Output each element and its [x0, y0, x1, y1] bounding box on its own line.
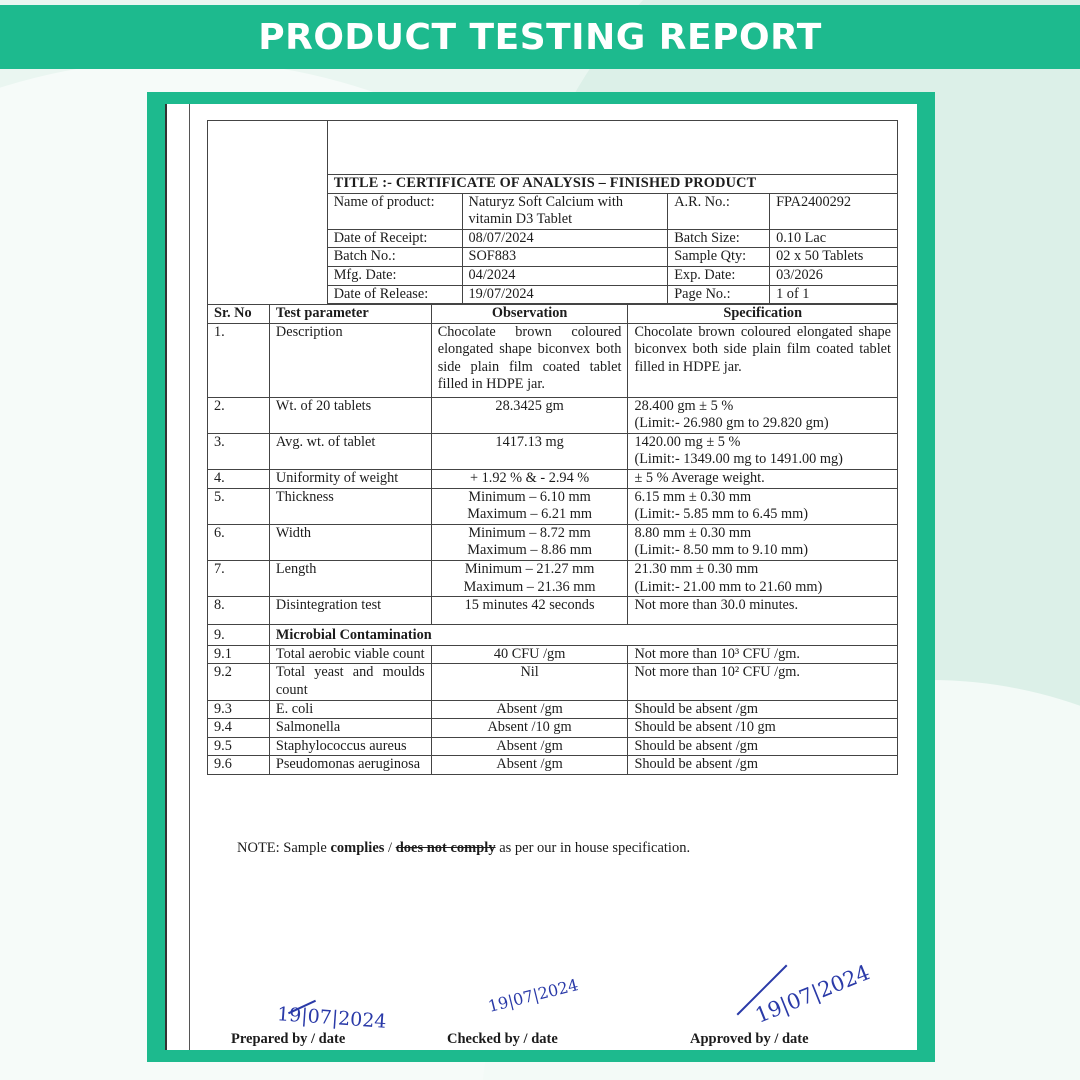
observation: Absent /gm: [431, 737, 628, 756]
header-label: Exp. Date:: [668, 266, 770, 285]
specification: [628, 488, 898, 524]
test-parameter: Staphylococcus aureus: [269, 737, 431, 756]
note-prefix: NOTE: Sample: [237, 840, 331, 856]
specification: Should be absent /gm: [628, 737, 898, 756]
header-value: 19/07/2024: [462, 285, 668, 304]
header-value: 1 of 1: [770, 285, 898, 304]
obs-max: Maximum – 21.36 mm: [463, 578, 596, 595]
banner-title: PRODUCT TESTING REPORT: [258, 16, 822, 58]
prepared-by-label: Prepared by / date: [231, 1031, 346, 1047]
test-parameter: Length: [269, 560, 431, 596]
obs-min: Minimum – 8.72 mm: [468, 524, 591, 541]
specification: ± 5 % Average weight.: [628, 469, 898, 488]
table-header-row: [208, 305, 898, 324]
document-frame: [147, 92, 935, 1062]
table-row: [208, 737, 898, 756]
sr-no: 9.6: [208, 756, 270, 775]
note-complies: complies: [330, 840, 385, 856]
header-value: 04/2024: [462, 266, 668, 285]
observation: Absent /gm: [431, 700, 628, 719]
table-row: [208, 433, 898, 469]
header-label: Name of product:: [327, 193, 462, 229]
table-row: [208, 488, 898, 524]
specification: Should be absent /10 gm: [628, 719, 898, 738]
header-label: A.R. No.:: [668, 193, 770, 229]
note-suffix: as per our in house specification.: [495, 840, 691, 856]
column-header-sr: Sr. No: [208, 305, 270, 324]
spec-limit: (Limit:- 1349.00 mg to 1491.00 mg): [634, 451, 843, 468]
obs-min: Minimum – 6.10 mm: [468, 488, 591, 505]
sr-no: 9.: [208, 625, 270, 646]
compliance-note: [237, 840, 690, 857]
spec-limit: (Limit:- 8.50 mm to 9.10 mm): [634, 542, 808, 559]
specification: Chocolate brown coloured elongated shape biconvex both side plain film coated tablet filled in HDPE jar.: [628, 323, 898, 397]
note-does-not-comply: does not comply: [395, 840, 496, 856]
title-banner: [0, 5, 1080, 69]
sr-no: 7.: [208, 560, 270, 596]
header-value: Naturyz Soft Calcium with vitamin D3 Tablet: [462, 193, 668, 229]
table-row: [208, 323, 898, 397]
observation: [431, 488, 628, 524]
checked-signature-date: 19|07|2024: [486, 975, 581, 1016]
test-parameter: Avg. wt. of tablet: [269, 433, 431, 469]
prepared-signature-date: 19|07|2024: [276, 1003, 388, 1033]
sr-no: 2.: [208, 397, 270, 433]
test-parameter: E. coli: [269, 700, 431, 719]
spec-value: 8.80 mm ± 0.30 mm: [634, 524, 752, 541]
obs-max: Maximum – 8.86 mm: [467, 542, 592, 559]
test-parameter: Uniformity of weight: [269, 469, 431, 488]
specification: [628, 524, 898, 560]
table-row: [208, 719, 898, 738]
test-parameter: Description: [269, 323, 431, 397]
note-separator: /: [384, 840, 396, 856]
header-value: FPA2400292: [770, 193, 898, 229]
test-parameter: Width: [269, 524, 431, 560]
observation: 40 CFU /gm: [431, 645, 628, 664]
observation: Chocolate brown coloured elongated shape biconvex both side plain film coated tablet filled in HDPE jar.: [431, 323, 628, 397]
column-header-parameter: Test parameter: [269, 305, 431, 324]
approved-by-label: Approved by / date: [690, 1031, 809, 1047]
header-table: [207, 120, 898, 304]
table-row: [208, 469, 898, 488]
specification: Should be absent /gm: [628, 700, 898, 719]
specification: Not more than 10² CFU /gm.: [628, 664, 898, 700]
test-parameter: Salmonella: [269, 719, 431, 738]
sr-no: 9.5: [208, 737, 270, 756]
specification: Not more than 10³ CFU /gm.: [628, 645, 898, 664]
sr-no: 9.3: [208, 700, 270, 719]
document-title: TITLE :- CERTIFICATE OF ANALYSIS – FINISHED PRODUCT: [327, 175, 897, 194]
table-row: [208, 597, 898, 625]
spec-value: 28.400 gm ± 5 %: [634, 397, 734, 414]
specification: Should be absent /gm: [628, 756, 898, 775]
observation: 1417.13 mg: [431, 433, 628, 469]
spec-limit: (Limit:- 5.85 mm to 6.45 mm): [634, 506, 808, 523]
obs-max: Maximum – 6.21 mm: [467, 506, 592, 523]
sr-no: 5.: [208, 488, 270, 524]
table-row: [208, 700, 898, 719]
column-header-observation: Observation: [431, 305, 628, 324]
sr-no: 6.: [208, 524, 270, 560]
observation: 15 minutes 42 seconds: [431, 597, 628, 625]
test-results-table: [207, 304, 898, 775]
observation: [431, 560, 628, 596]
table-row: [208, 756, 898, 775]
checked-by-label: Checked by / date: [447, 1031, 558, 1047]
sr-no: 4.: [208, 469, 270, 488]
header-value: 0.10 Lac: [770, 229, 898, 248]
header-blank-area: [327, 121, 897, 175]
test-parameter: Thickness: [269, 488, 431, 524]
spec-value: 1420.00 mg ± 5 %: [634, 433, 741, 450]
table-row: [208, 625, 898, 646]
header-label: Mfg. Date:: [327, 266, 462, 285]
certificate-page: [165, 104, 917, 1050]
table-row: [208, 664, 898, 700]
table-row: [208, 397, 898, 433]
observation: Absent /10 gm: [431, 719, 628, 738]
header-label: Date of Receipt:: [327, 229, 462, 248]
test-parameter: Total aerobic viable count: [269, 645, 431, 664]
header-label: Date of Release:: [327, 285, 462, 304]
observation: Nil: [431, 664, 628, 700]
header-label: Batch Size:: [668, 229, 770, 248]
header-value: 02 x 50 Tablets: [770, 248, 898, 267]
observation: + 1.92 % & - 2.94 %: [431, 469, 628, 488]
page-edge-line: [189, 104, 190, 1050]
sr-no: 3.: [208, 433, 270, 469]
sr-no: 9.4: [208, 719, 270, 738]
sr-no: 9.1: [208, 645, 270, 664]
section-heading: Microbial Contamination: [269, 625, 897, 646]
table-row: [208, 524, 898, 560]
spec-value: 6.15 mm ± 0.30 mm: [634, 488, 752, 505]
obs-min: Minimum – 21.27 mm: [464, 560, 595, 577]
test-parameter: Pseudomonas aeruginosa: [269, 756, 431, 775]
sr-no: 8.: [208, 597, 270, 625]
header-value: 03/2026: [770, 266, 898, 285]
spec-limit: (Limit:- 26.980 gm to 29.820 gm): [634, 415, 829, 432]
specification: [628, 397, 898, 433]
observation: Absent /gm: [431, 756, 628, 775]
observation: [431, 524, 628, 560]
spec-limit: (Limit:- 21.00 mm to 21.60 mm): [634, 578, 823, 595]
specification: [628, 433, 898, 469]
header-value: 08/07/2024: [462, 229, 668, 248]
header-value: SOF883: [462, 248, 668, 267]
header-label: Batch No.:: [327, 248, 462, 267]
specification: Not more than 30.0 minutes.: [628, 597, 898, 625]
table-row: [208, 645, 898, 664]
test-parameter: Total yeast and moulds count: [269, 664, 431, 700]
column-header-specification: Specification: [628, 305, 898, 324]
sr-no: 1.: [208, 323, 270, 397]
test-parameter: Disintegration test: [269, 597, 431, 625]
test-parameter: Wt. of 20 tablets: [269, 397, 431, 433]
header-label: Sample Qty:: [668, 248, 770, 267]
table-row: [208, 560, 898, 596]
observation: 28.3425 gm: [431, 397, 628, 433]
specification: [628, 560, 898, 596]
spec-value: 21.30 mm ± 0.30 mm: [634, 560, 759, 577]
sr-no: 9.2: [208, 664, 270, 700]
logo-area: [208, 121, 328, 304]
approved-signature-date: 19|07|2024: [751, 960, 874, 1028]
header-label: Page No.:: [668, 285, 770, 304]
